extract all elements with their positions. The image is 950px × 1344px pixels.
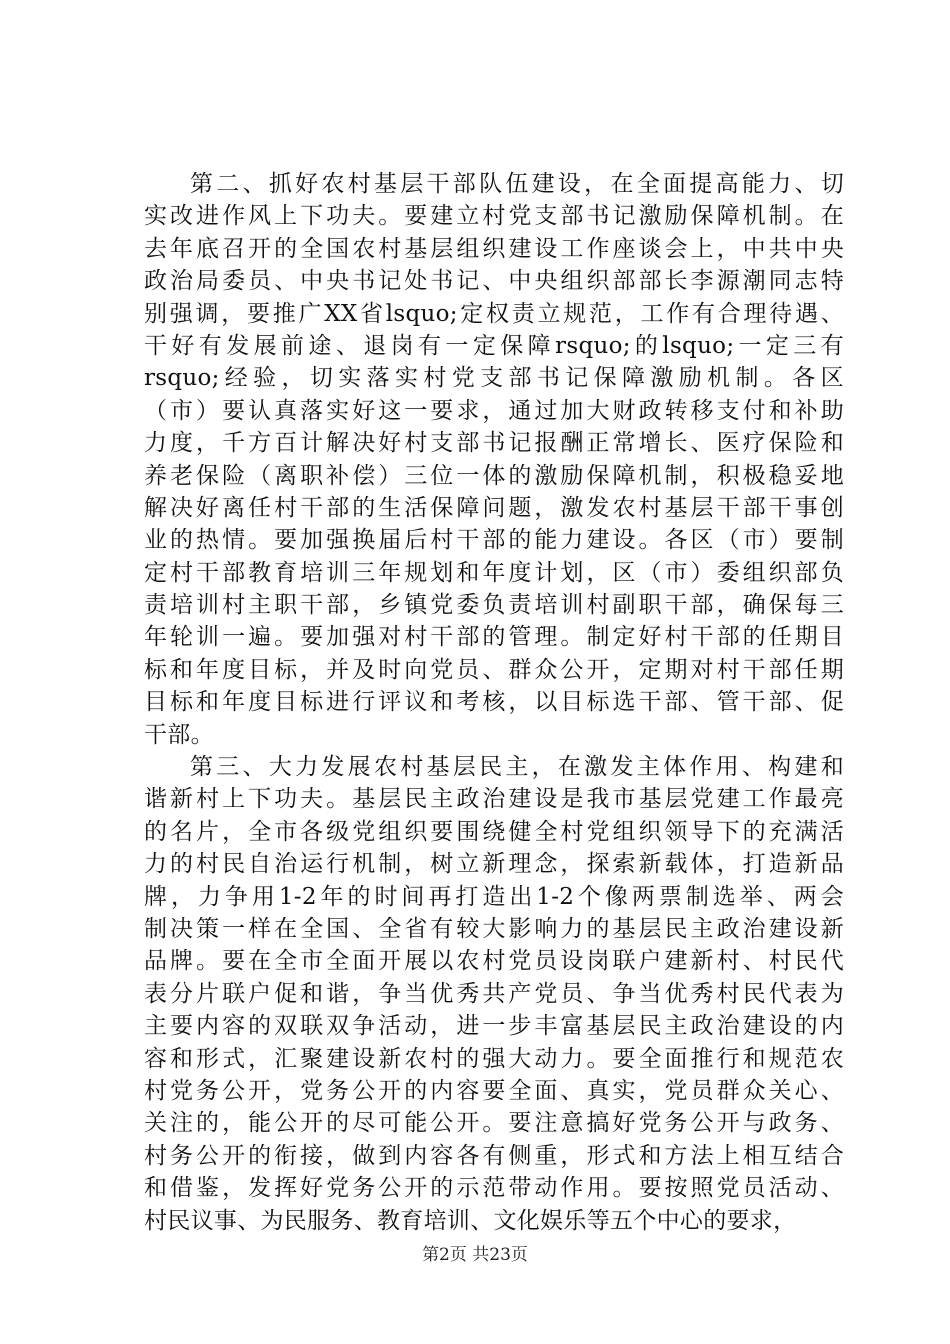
text-line: 去年底召开的全国农村基层组织建设工作座谈会上，中共中央 [144, 235, 844, 262]
text-line: 定村干部教育培训三年规划和年度计划，区（市）委组织部负 [144, 559, 844, 586]
text-line: 政治局委员、中央书记处书记、中央组织部部长李源潮同志特 [144, 268, 844, 295]
text-line: 力的村民自治运行机制，树立新理念，探索新载体，打造新品 [144, 851, 844, 878]
text-line: 品牌。要在全市全面开展以农村党员设岗联户建新村、村民代 [144, 948, 844, 975]
text-line: 主要内容的双联双争活动，进一步丰富基层民主政治建设的内 [144, 1013, 844, 1040]
text-line: 村党务公开，党务公开的内容要全面、真实，党员群众关心、 [144, 1077, 844, 1104]
text-line: 关注的，能公开的尽可能公开。要注意搞好党务公开与政务、 [144, 1110, 844, 1137]
text-line: 业的热情。要加强换届后村干部的能力建设。各区（市）要制 [144, 527, 844, 554]
text-line: rsquo;经验，切实落实村党支部书记保障激励机制。各区 [144, 365, 844, 392]
body-text [144, 168, 844, 1237]
text-line: 年轮训一遍。要加强对村干部的管理。制定好村干部的任期目 [144, 624, 844, 651]
text-line: （市）要认真落实好这一要求，通过加大财政转移支付和补助 [144, 397, 844, 424]
text-line: 和借鉴，发挥好党务公开的示范带动作用。要按照党员活动、 [144, 1175, 844, 1202]
paragraph-third [144, 751, 844, 1237]
text-line: 表分片联户促和谐，争当优秀共产党员、争当优秀村民代表为 [144, 980, 844, 1007]
text-line: 解决好离任村干部的生活保障问题，激发农村基层干部干事创 [144, 494, 844, 521]
text-line: 的名片，全市各级党组织要围绕健全村党组织领导下的充满活 [144, 818, 844, 845]
text-line: 谐新村上下功夫。基层民主政治建设是我市基层党建工作最亮 [144, 786, 844, 813]
text-line: 实改进作风上下功夫。要建立村党支部书记激励保障机制。在 [144, 203, 844, 230]
paragraph-second [144, 168, 844, 751]
text-line: 第二、抓好农村基层干部队伍建设，在全面提高能力、切 [190, 171, 844, 197]
text-line: 别强调，要推广XX省lsquo;定权责立规范，工作有合理待遇、 [144, 300, 844, 327]
text-line: 目标和年度目标进行评议和考核，以目标选干部、管干部、促 [144, 689, 844, 716]
text-line: 养老保险（离职补偿）三位一体的激励保障机制，积极稳妥地 [144, 462, 844, 489]
text-line: 村务公开的衔接，做到内容各有侧重，形式和方法上相互结合 [144, 1142, 844, 1169]
text-line: 村民议事、为民服务、教育培训、文化娱乐等五个中心的要求， [144, 1207, 797, 1234]
text-line: 责培训村主职干部，乡镇党委负责培训村副职干部，确保每三 [144, 592, 844, 619]
text-line: 干好有发展前途、退岗有一定保障rsquo;的lsquo;一定三有 [144, 332, 844, 359]
text-line: 容和形式，汇聚建设新农村的强大动力。要全面推行和规范农 [144, 1045, 844, 1072]
text-line: 制决策一样在全国、全省有较大影响力的基层民主政治建设新 [144, 915, 844, 942]
page-footer: 第2页 共23页 [422, 1245, 528, 1265]
text-line: 第三、大力发展农村基层民主，在激发主体作用、构建和 [190, 754, 844, 781]
text-line: 干部。 [144, 721, 214, 748]
text-line: 标和年度目标，并及时向党员、群众公开，定期对村干部任期 [144, 656, 844, 683]
text-line: 牌，力争用1-2年的时间再打造出1-2个像两票制选举、两会 [144, 883, 844, 910]
text-line: 力度，千方百计解决好村支部书记报酬正常增长、医疗保险和 [144, 430, 844, 457]
